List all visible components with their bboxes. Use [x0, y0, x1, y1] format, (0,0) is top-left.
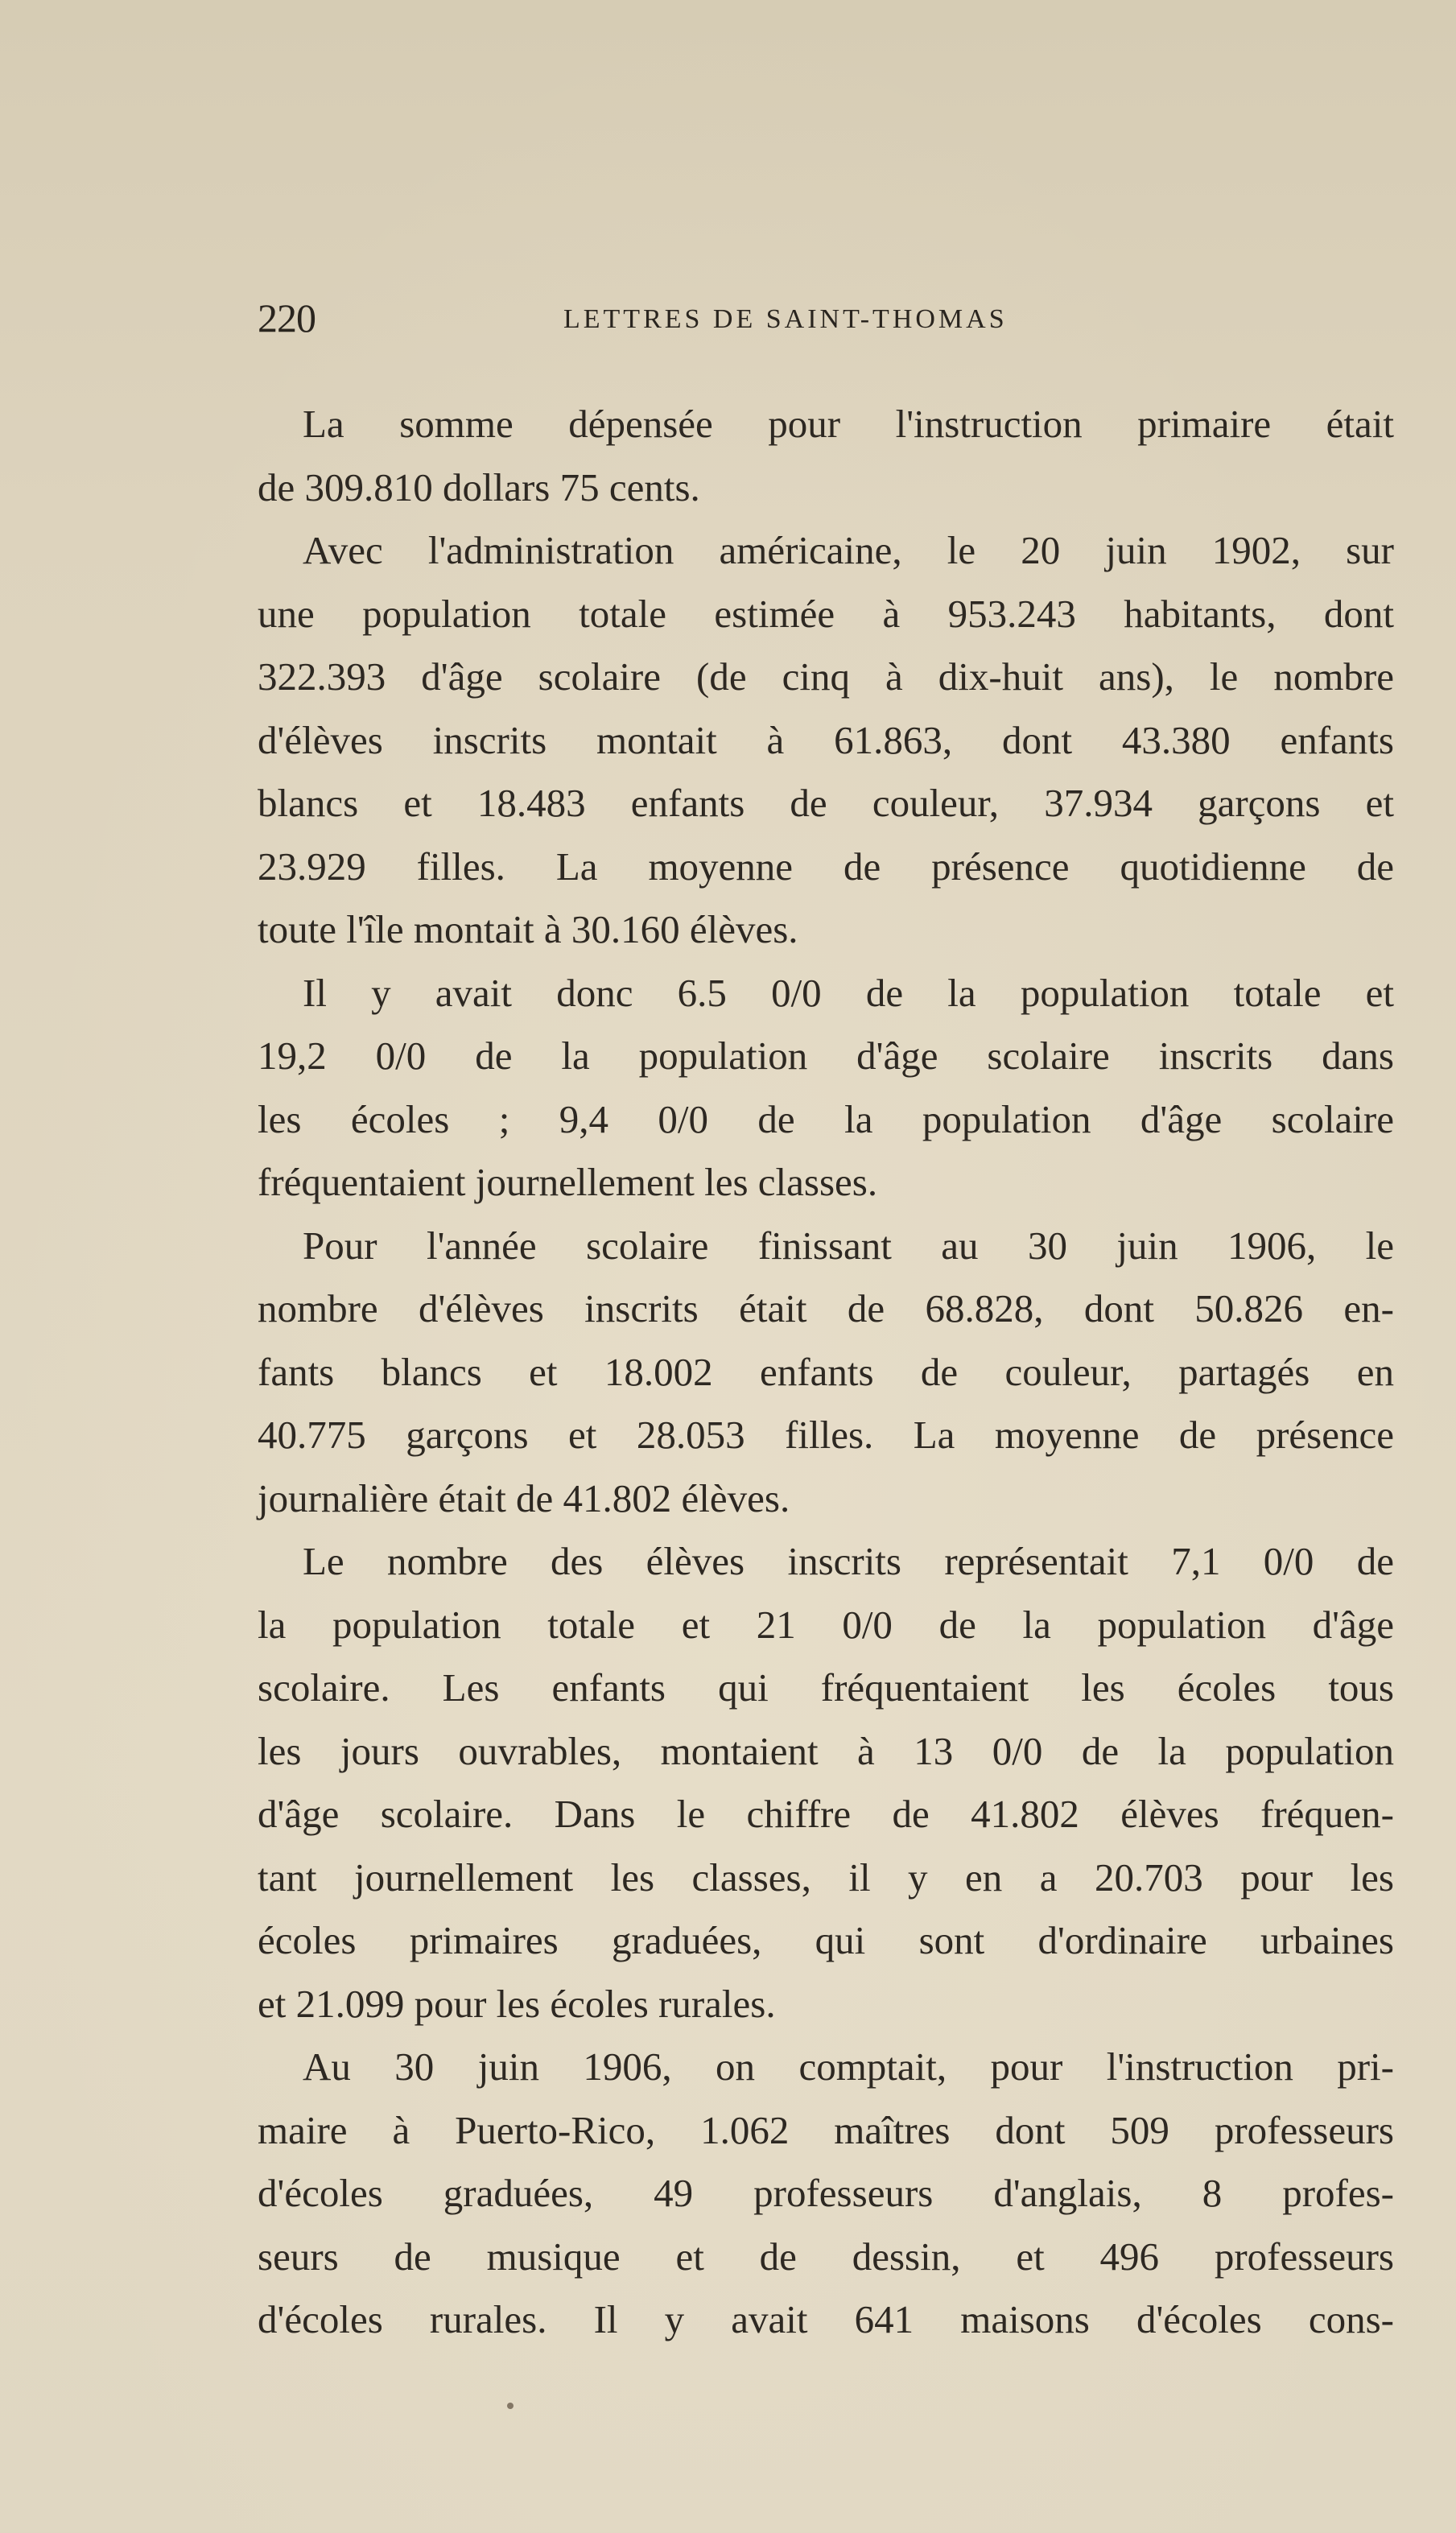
text-line: maire à Puerto-Rico, 1.062 maîtres dont 509 professeurs — [258, 2107, 1394, 2152]
book-page — [258, 290, 1394, 2352]
text-line: 23.929 filles. La moyenne de présence quotidienne de — [258, 844, 1394, 889]
text-line: tant journellement les classes, il y en a 20.703 pour les — [258, 1854, 1394, 1900]
running-title: LETTRES DE SAINT-THOMAS — [563, 304, 1008, 334]
text-line: La somme dépensée pour l'instruction primaire était — [303, 402, 1394, 446]
text-line: Au 30 juin 1906, on comptait, pour l'instruction pri- — [303, 2044, 1394, 2089]
text-line: et 21.099 pour les écoles rurales. — [258, 1981, 776, 2026]
running-head — [258, 290, 1394, 354]
text-line: Avec l'administration américaine, le 20 juin 1902, sur — [303, 528, 1394, 572]
text-line: une population totale estimée à 953.243 habitants, dont — [258, 591, 1394, 636]
text-line: blancs et 18.483 enfants de couleur, 37.934 garçons et — [258, 781, 1394, 825]
paragraph-teachers — [258, 2036, 1394, 2352]
text-line: Pour l'année scolaire finissant au 30 juin 1906, le — [303, 1223, 1394, 1268]
text-line: journalière était de 41.802 élèves. — [258, 1475, 790, 1520]
text-line: seurs de musique et de dessin, et 496 professeurs — [258, 2234, 1394, 2279]
paragraph-expenditure — [258, 393, 1394, 519]
text-line: toute l'île montait à 30.160 élèves. — [258, 907, 798, 951]
text-line: fants blancs et 18.002 enfants de couleur, partagés en — [258, 1349, 1394, 1394]
text-line: les jours ouvrables, montaient à 13 0/0 de la population — [258, 1728, 1394, 1773]
text-line: de 309.810 dollars 75 cents. — [258, 464, 700, 509]
paragraph-1906-enrollment — [258, 1215, 1394, 1531]
text-line: Le nombre des élèves inscrits représentait 7,1 0/0 de — [303, 1539, 1394, 1583]
text-line: écoles primaires graduées, qui sont d'ordinaire urbaines — [258, 1918, 1394, 1962]
text-line: les écoles ; 9,4 0/0 de la population d'âge scolaire — [258, 1096, 1394, 1141]
body-text — [258, 393, 1394, 2352]
text-line: fréquentaient journellement les classes. — [258, 1160, 878, 1204]
text-line: scolaire. Les enfants qui fréquentaient les écoles tous — [258, 1665, 1394, 1710]
text-line: d'écoles rurales. Il y avait 641 maisons d'écoles cons- — [258, 2297, 1394, 2341]
text-line: 19,2 0/0 de la population d'âge scolaire inscrits dans — [258, 1033, 1394, 1078]
paper-speck — [507, 2403, 514, 2409]
text-line: nombre d'élèves inscrits était de 68.828, dont 50.826 en- — [258, 1286, 1394, 1330]
text-line: d'écoles graduées, 49 professeurs d'anglais, 8 profes- — [258, 2171, 1394, 2215]
text-line: la population totale et 21 0/0 de la population d'âge — [258, 1602, 1394, 1647]
text-line: Il y avait donc 6.5 0/0 de la population totale et — [303, 970, 1394, 1015]
text-line: 322.393 d'âge scolaire (de cinq à dix-huit ans), le nombre — [258, 654, 1394, 699]
text-line: 40.775 garçons et 28.053 filles. La moyenne de présence — [258, 1413, 1394, 1457]
text-line: d'âge scolaire. Dans le chiffre de 41.802 élèves fréquen- — [258, 1792, 1394, 1836]
paragraph-percentages — [258, 962, 1394, 1215]
page-number: 220 — [258, 295, 316, 340]
paragraph-1902-statistics — [258, 519, 1394, 962]
paragraph-attendance-ratio — [258, 1530, 1394, 2036]
text-line: d'élèves inscrits montait à 61.863, dont 43.380 enfants — [258, 717, 1394, 762]
